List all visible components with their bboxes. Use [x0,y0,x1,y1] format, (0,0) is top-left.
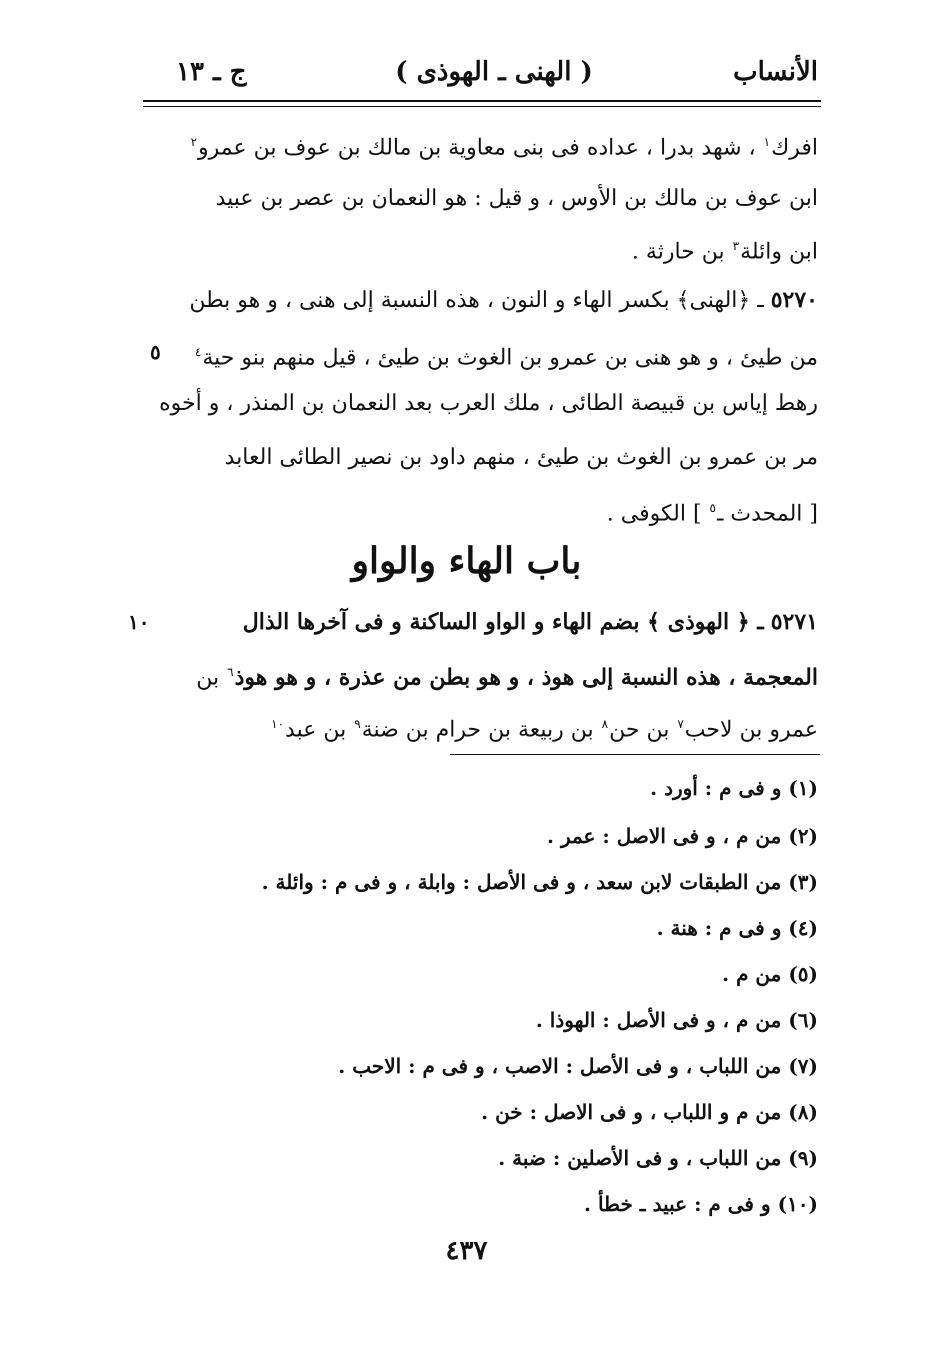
text-run: بن حن [609,717,670,743]
entry-5270-line-4: مر بن عمرو بن الغوث بن طيئ ، منهم داود بن نصير الطائى العابد [224,445,818,470]
footnote-ref: ٨ [601,717,609,731]
body-line [632,228,818,270]
margin-line-number: ٥ [150,340,161,364]
text-run: ـ ﴿الهنى﴾ بكسر الهاء و النون ، هذه النسبة إلى هنى ، و هو بطن [189,288,764,313]
footnote-ref: ٧ [677,717,684,731]
margin-line-number: ١٠ [128,610,150,634]
header-rule-thin [143,106,821,107]
entry-5270-line-1 [189,282,818,319]
header-rule-thick [143,100,821,102]
footnote-ref: ٤ [194,345,202,359]
footnote-10: (١٠) و فى م : عبيد ـ خطأ . [584,1192,818,1216]
entry-5270-line-3: رهط إياس بن قبيصة الطائى ، ملك العرب بعد النعمان بن المنذر ، و أخوه [159,391,818,416]
text-run: بن ربيعة بن حرام بن ضنة [361,717,594,743]
text-run: افرك [771,135,818,161]
header-book-title: الأنساب [733,57,818,87]
footnote-ref: ٣ [732,239,740,253]
footnote-ref: ١٠ [271,717,285,731]
text-run: عمرو بن لاحب [684,717,818,743]
entry-5270-line-2 [194,334,818,376]
footnote-3: (٣) من الطبقات لابن سعد ، و فى الأصل : وابلة ، و فى م : وائلة . [261,870,818,894]
footnote-ref: ٥ [709,501,716,515]
footnote-ref: ٦ [227,665,234,679]
running-header [170,52,818,92]
entry-5271-line-3 [270,706,818,748]
footnote-6: (٦) من م ، و فى الأصل : الهوذا . [535,1008,818,1032]
body-line: ابن عوف بن مالك بن الأوس ، و قيل : هو النعمان بن عصر بن عبيد [215,186,818,211]
footnote-4: (٤) و فى م : هنة . [656,916,818,940]
entry-5271-line-1 [243,604,818,641]
footnote-ref: ٢ [190,135,198,149]
header-volume: ج ـ ١٣ [176,57,247,87]
footnote-ref: ١ [763,135,771,149]
footnote-7: (٧) من اللباب ، و فى الأصل : الاصب ، و فى م : الاحب . [338,1054,818,1078]
text-run: المعجمة ، هذه النسبة إلى هوذ ، و هو بطن من عذرة ، و هو هوذ [234,664,818,691]
footnote-1: (١) و فى م : أورد . [650,776,818,800]
header-entry-range: ( الهنى ـ الهوذى ) [395,57,593,87]
footnote-2: (٢) من م ، و فى الاصل : عمر . [547,824,818,848]
text-run: من طيئ ، و هو هنى بن عمرو بن الغوث بن طيئ ، قيل منهم بنو حية [202,345,818,371]
text-run: ابن وائلة [740,239,818,265]
section-title: باب الهاء والواو [351,540,582,582]
text-run: ] الكوفى . [606,501,702,527]
footnote-rule [450,754,820,755]
text-run: بن [196,665,220,691]
entry-5270-line-5 [607,490,818,532]
text-run: [ المحدث ـ [716,501,818,527]
page-number: ٤٣٧ [445,1236,488,1266]
text-run: ، شهد بدرا ، عداده فى بنى معاوية بن مالك بن عوف بن عمرو [198,135,756,161]
entry-number: ٥٢٧١ [770,609,818,635]
text-run: ـ ﴿ الهوذى ﴾ بضم الهاء و الواو الساكنة و فى آخرها الذال [242,609,764,635]
footnote-8: (٨) من م و اللباب ، و فى الاصل : خن . [481,1100,818,1124]
footnote-5: (٥) من م . [722,962,818,986]
text-run: بن عبد [285,717,347,743]
entry-number: ٥٢٧٠ [770,287,818,313]
entry-5271-line-2 [196,654,818,696]
footnote-9: (٩) من اللباب ، و فى الأصلين : ضبة . [498,1146,818,1170]
footnote-ref: ٩ [354,717,361,731]
text-run: بن حارثة . [631,239,725,265]
body-line [190,124,818,166]
